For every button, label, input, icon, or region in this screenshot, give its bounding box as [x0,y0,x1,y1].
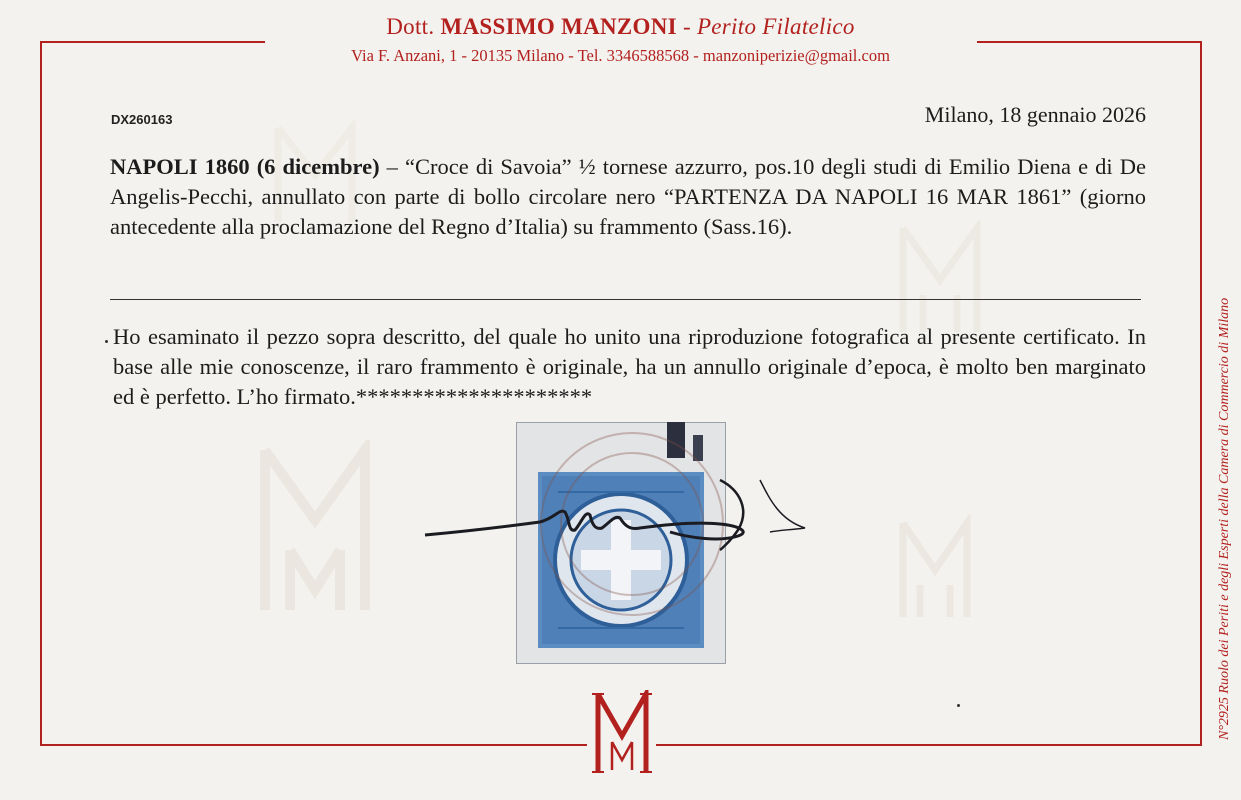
watermark-monogram-icon [255,440,375,620]
expert-opinion: Ho esaminato il pezzo sopra descritto, del quale ho unito una riproduzione fotografica al presente certificato. In base alle mie conoscenze, il raro frammento è originale, ha un annullo originale d’epoca, è molto ben marginato ed è perfetto. L’ho firmato.********************* [113,324,1146,409]
place-date: Milano, 18 gennaio 2026 [924,102,1146,127]
expert-role: Perito Filatelico [696,14,855,39]
watermark-monogram-icon [895,515,975,625]
frame-line [40,41,42,746]
frame-line [40,41,265,43]
expert-header [0,14,1241,40]
expert-name: MASSIMO MANZONI [440,14,677,39]
dot [957,704,960,707]
signature-icon [420,460,810,590]
expert-address: Via F. Anzani, 1 - 20135 Milano - Tel. 3346588568 - manzoniperizie@gmail.com [351,46,890,65]
frame-line [977,41,1202,43]
description-text: – “Croce di Savoia” ½ tornese azzurro, pos.10 degli studi di Emilio Diena e di De Angelis-Pecchi, annullato con parte di bollo circolare nero “PARTENZA DA NAPOLI 16 MAR 1861” (giorno antecedente alla proclamazione del Regno d’Italia) su frammento (Sass.16). [110,154,1146,239]
mm-monogram-icon [592,690,652,776]
expert-prefix: Dott. [386,14,435,39]
certificate-number: DX260163 [111,112,173,127]
item-description [110,152,1146,242]
dot [105,340,108,343]
divider [110,299,1141,300]
frame-line [656,744,1202,746]
frame-line [1200,41,1202,746]
header-separator: - [676,14,697,39]
frame-line [40,744,587,746]
description-heading: NAPOLI 1860 (6 dicembre) [110,154,380,179]
registry-note: N°2925 Ruolo dei Periti e degli Esperti della Camera di Commercio di Milano [1217,297,1232,740]
